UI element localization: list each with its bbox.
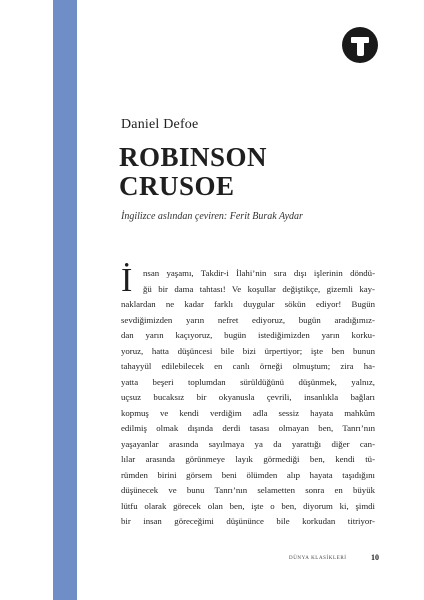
body-line: edilmiş olmak dışında derdi tasası olmayan ben, Tanrı’nın — [121, 423, 375, 433]
translator-credit: İngilizce aslından çeviren: Ferit Burak Aydar — [121, 211, 303, 222]
body-line: dan yarın kaçıyoruz, bugün istediğimizden yarın korku- — [121, 330, 375, 340]
body-line: yatta beşeri toplumdan sürüldüğünü düşünmek, yalnız, — [121, 376, 375, 387]
drop-cap: İ — [121, 262, 133, 299]
book-title — [119, 143, 267, 201]
title-line-1: ROBINSON — [119, 142, 268, 172]
author-name: Daniel Defoe — [121, 117, 199, 132]
body-line: rümden birini görsem beni ölümden alıp hayata taşıdığını — [121, 469, 375, 480]
page-number: 10 — [371, 553, 379, 562]
body-line: ğü bir dama tahtası! Ve koşullar değiştikçe, gizemli kay- — [143, 283, 375, 294]
accent-bar — [53, 0, 77, 600]
body-line: yaşayanlar arasında sayılmaya ya da yarattığı diğer can- — [121, 438, 375, 449]
body-line: bir insan göreceğimi düşününce bile korkudan titriyor- — [121, 516, 375, 526]
body-line: naklardan ne kadar farklı duygular sökün ediyor! Bugün — [121, 299, 375, 309]
body-line: lütfu olarak görecek olan ben, işte o ben, diyorum ki, şimdi — [121, 500, 375, 511]
body-line: lılar arasında görünmeye layık görmediği ben, kendi tü- — [121, 454, 375, 464]
body-line: düşünecek ve bunu Tanrı’nın selametten sonra en büyük — [121, 485, 375, 495]
body-line: tahayyül edilebilecek en canlı örneği olmuştum; zira ha- — [121, 361, 375, 371]
body-line: sevdiğimizden yarın nefret ediyoruz, bugün aradığımız- — [121, 314, 375, 325]
title-line-2: CRUSOE — [119, 171, 235, 201]
body-line: kopmuş ve kendi verdiğim adla sessiz hayata mahkûm — [121, 407, 375, 418]
series-label: DÜNYA KLASİKLERİ — [289, 556, 347, 561]
publisher-logo-icon — [342, 27, 378, 63]
body-line: nsan yaşamı, Takdir-i İlahi’nin sıra dışı işlerinin döndü- — [143, 268, 375, 278]
body-line: uçsuz bucaksız bir okyanusla çevrili, insanlıkla bağları — [121, 392, 375, 402]
body-line: yoruz, hatta düşüncesi bile bizi ürpertiyor; işte ben bunun — [121, 345, 375, 356]
logo-t-stem — [357, 40, 364, 56]
body-text — [121, 262, 375, 530]
